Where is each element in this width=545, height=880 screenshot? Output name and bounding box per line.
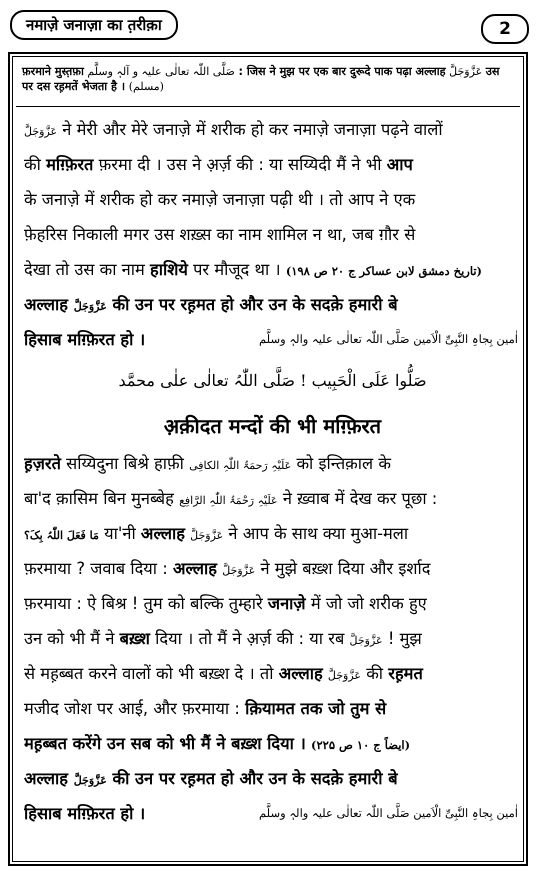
para2-honorific-2: عَلَیْہِ رَحْمَۃُ اللّٰہِ الرَّافِع (179, 494, 278, 507)
para1-text-7: हिसाब मग़्फ़िरत हो । (24, 330, 146, 349)
para2-line-4 (24, 551, 518, 586)
para2-text-5b: जनाज़े (267, 594, 306, 613)
para2-line-7 (24, 656, 518, 691)
para2-text-6a: उन को भी मैं ने (24, 629, 115, 648)
para2-text-7c: की (366, 664, 384, 683)
para1-text-5a: देखा तो उस का नाम (24, 260, 145, 279)
durood-line: صَلُّوا عَلَی الْحَبِیب ! صَلَّی اللّٰہُ تعالٰی علٰی محمَّد (118, 371, 427, 390)
page-number: 2 (481, 14, 529, 44)
farman-label: फ़रमाने मुस्त़फ़ा (22, 65, 84, 78)
azza-7: عَزَّوَجَلَّ (73, 774, 107, 787)
para1-text-6b: की उन पर रह़मत हो और उन के सदक़े हमारी बे (112, 295, 398, 314)
para2-text-7b: अल्लाह (278, 664, 323, 683)
para2-text-6d: ! मुझ (387, 629, 422, 648)
para2-line-3 (24, 516, 518, 551)
azza-5: عَزَّوَجَلَّ (349, 634, 383, 647)
para2-text-5a: फ़रमाया : ऐ बिश्र ! तुम को बल्कि तुम्हारे (24, 594, 263, 613)
para1-text-2a: की (24, 155, 41, 174)
para1-line-4: फ़ेहरिस निकाली मगर उस शख़्स का नाम शामिल न था, जब ग़ौर से (24, 225, 416, 244)
para2-text-3b: या'नी (104, 524, 136, 543)
para2-line-1 (24, 446, 518, 481)
para2-text-4a: फ़रमाया ? जवाब दिया : (24, 559, 168, 578)
farman-box (16, 60, 520, 104)
para1-text-6a: अल्लाह (24, 295, 68, 314)
para1-text-5b: हाशिये (150, 260, 188, 279)
section-heading: अ़क़ीदत मन्दों की भी मग़्फ़िरत (163, 414, 382, 438)
farman-divider (16, 106, 520, 107)
para2-line-11 (24, 796, 518, 831)
farman-azza: عَزَّوَجَلَّ (449, 65, 483, 78)
para2-text-1b: सय्यिदुना बिश्रे हाफ़ी (66, 454, 184, 473)
ameen-2: اٰمین بِجاہِ النَّبِیِّ الْاَمین صَلَّی اللّٰہ تعالٰی علیہ والہٖ وسلَّم (259, 806, 518, 820)
book-title (10, 10, 178, 40)
azza-3: عَزَّوَجَلَّ (190, 529, 224, 542)
para2-line-2 (24, 481, 518, 516)
farman-source: (مسلم) (128, 80, 164, 93)
para2-text-4c: ने मुझे बख़्श दिया और इर्शाद (260, 559, 431, 578)
para2-text-2c: ने ख़्वाब में देख कर पूछा : (282, 489, 438, 508)
para2-text-6b: बख़्श (119, 629, 150, 648)
para2-text-3d: ने आप के साथ क्या मुआ-मला (228, 524, 409, 543)
para2-text-10a: अल्लाह (24, 769, 68, 788)
paragraph-1 (24, 112, 518, 357)
para1-text-2d: आप (386, 155, 413, 174)
para2-line-10 (24, 761, 518, 796)
para2-text-1d: को इन्तिक़ाल के (296, 454, 391, 473)
para2-text-3c: अल्लाह (140, 524, 185, 543)
azza-6: عَزَّوَجَلَّ (327, 669, 361, 682)
para2-text-10b: की उन पर रह़मत हो और उन के सदक़े हमारी बे (112, 769, 398, 788)
para1-text-2c: फ़रमा दी । उस ने अ़र्ज़ की : या सय्यिदी मैं ने भी (98, 155, 382, 174)
para1-text-5c: पर मौजूद था । (193, 260, 281, 279)
para1-line-3: के जनाज़े में शरीक हो कर नमाज़े जनाज़ा पढ़ी थी । तो आप ने एक (24, 190, 416, 209)
para2-text-8b: क़ियामत तक जो तुम से (245, 699, 387, 718)
azza-4: عَزَّوَجَلَّ (222, 564, 256, 577)
azza-1: عَزَّوَجَلَّ (24, 125, 58, 138)
farman-text: : जिस ने मुझ पर एक बार दुरूदे पाक पढ़ा अल्लाह (238, 65, 446, 78)
para2-text-11: हिसाब मग़्फ़िरत हो । (24, 804, 146, 823)
reference-2: (ایضاً ج ۱۰ ص ۲۲۵) (311, 738, 411, 752)
para1-line-6 (24, 287, 518, 322)
para2-arabic-question: مَا فَعَلَ اللّٰہُ بِکَ؟ (24, 529, 99, 542)
farman-text2: उस पर दस रह़मतें भेजता है । (22, 65, 500, 93)
farman-honorific: صَلَّی اللّٰہ تعالٰی علیہ و آلہٖ وسلَّم (87, 65, 235, 78)
book-title-text: नमाज़े जनाज़ा का त़रीक़ा (26, 16, 162, 34)
para1-line-7 (24, 322, 518, 357)
para1-text-1: ने मेरी और मेरे जनाज़े में शरीक हो कर नमाज़े जनाज़ा पढ़ने वालों (62, 120, 443, 139)
paragraph-2 (24, 446, 518, 831)
para1-line-2 (24, 147, 518, 182)
para2-text-2a: बा'द क़ासिम बिन मुनब्बेह (24, 489, 174, 508)
ameen-1: اٰمین بِجاہِ النَّبِیِّ الْاَمین صَلَّی اللّٰہ تعالٰی علیہ والہٖ وسلَّم (259, 332, 518, 346)
para1-line-5 (24, 252, 518, 287)
para2-text-5c: में जो जो शरीक हुए (310, 594, 427, 613)
para2-text-9a: मह़ब्बत करेंगे उन सब को भी मैं ने बख़्श दिया । (24, 734, 306, 753)
para2-text-4b: अल्लाह (173, 559, 217, 578)
para2-line-8 (24, 691, 518, 726)
para2-text-7a: से मह़ब्बत करने वालों को भी बख़्श दे । तो (24, 664, 274, 683)
para2-text-8a: मजीद जोश पर आई, और फ़रमाया : (24, 699, 240, 718)
para2-line-5 (24, 586, 518, 621)
reference-1: (تاریخ دمشق لابن عساکر ج ۲۰ ص ۱۹۸) (285, 264, 482, 278)
para2-text-1a: ह़ज़रते (24, 454, 61, 473)
azza-2: عَزَّوَجَلَّ (73, 300, 107, 313)
para2-honorific-1: عَلَیْہِ رَحمَۃُ اللّٰہِ الکافِی (189, 459, 292, 472)
para2-line-6 (24, 621, 518, 656)
para2-text-6c: दिया । तो मैं ने अ़र्ज़ की : या रब (155, 629, 345, 648)
para1-line-1 (24, 112, 518, 147)
para2-line-9 (24, 726, 518, 761)
para1-text-2b: मग़्फ़िरत (46, 155, 94, 174)
para2-text-7d: रह़मत (388, 664, 423, 683)
